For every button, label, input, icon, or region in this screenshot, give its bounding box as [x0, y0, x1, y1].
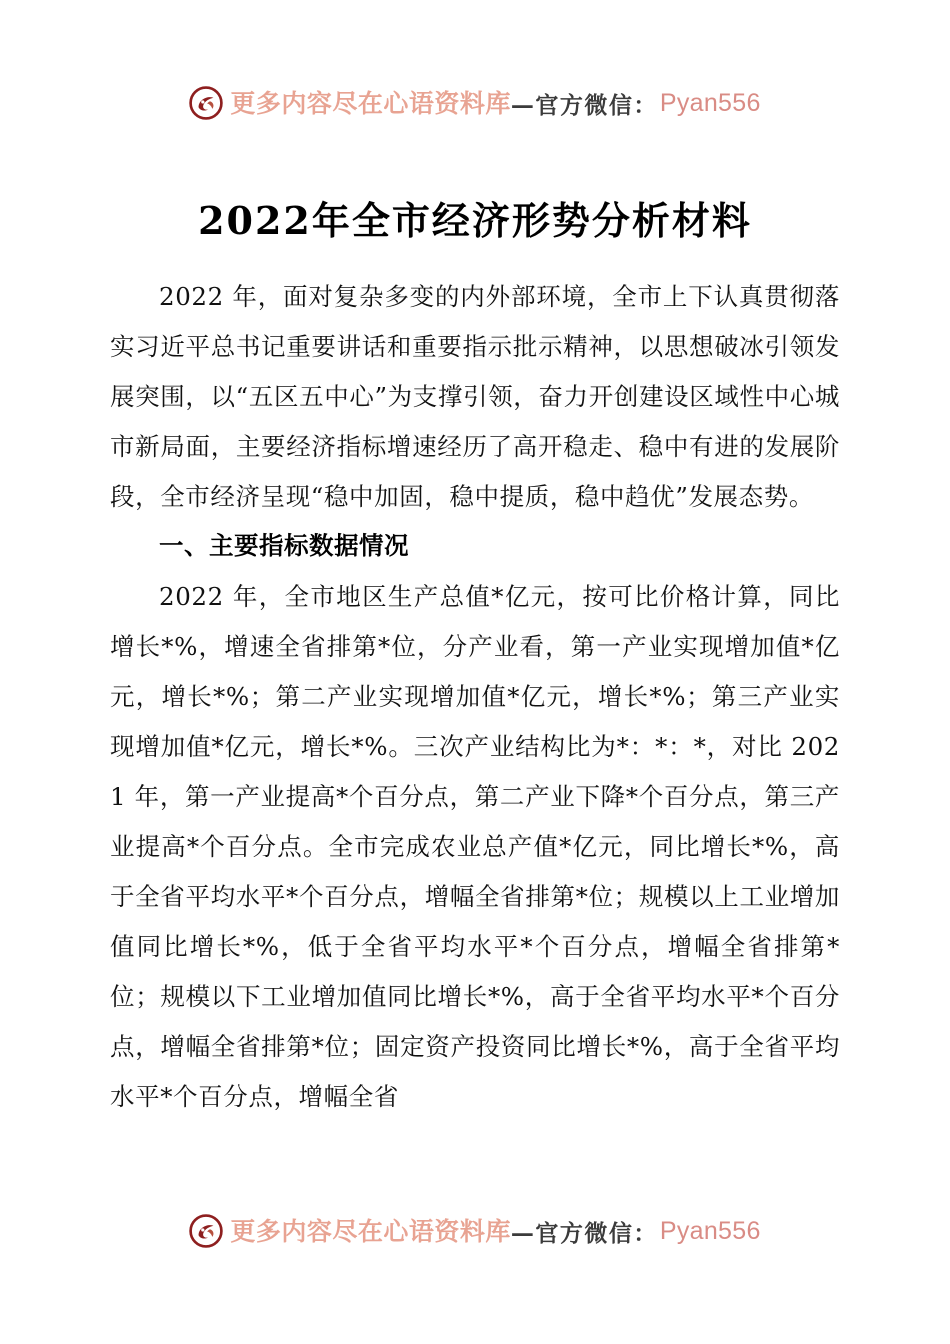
document-title: 2022年全市经济形势分析材料	[198, 198, 752, 244]
watermark-brand-text: 更多内容尽在心语资料库	[230, 1216, 511, 1246]
watermark-separator-text: —官方微信：	[510, 91, 658, 119]
circular-swirl-logo-icon	[189, 86, 223, 120]
paragraph-intro: 2022 年，面对复杂多变的内外部环境，全市上下认真贯彻落实习近平总书记重要讲话和重要指示批示精神，以思想破冰引领发展突围，以“五区五中心”为支撑引领，奋力开创建设区域性中心城市新局面，主要经济指标增速经历了高开稳走、稳中有进的发展阶段，全市经济呈现“稳中加固，稳中提质，稳中趋优”发展态势。	[110, 282, 840, 511]
watermark-separator-text: —官方微信：	[510, 1219, 658, 1247]
watermark-brand-text: 更多内容尽在心语资料库	[230, 88, 511, 118]
watermark-handle-text: Pyan556	[659, 88, 761, 117]
circular-swirl-logo-icon	[189, 1214, 223, 1248]
section-heading-1: 一、主要指标数据情况	[159, 533, 409, 560]
watermark-handle-text: Pyan556	[659, 1216, 761, 1245]
footer-watermark	[0, 1214, 950, 1248]
header-watermark	[0, 86, 950, 120]
paragraph-main-indicators: 2022 年，全市地区生产总值*亿元，按可比价格计算，同比增长*%，增速全省排第*位，分产业看，第一产业实现增加值*亿元，增长*%；第二产业实现增加值*亿元，增长*%；第三产业实现增加值*亿元，增长*%。三次产业结构比为*：*：*，对比 2021 年，第一产业提高*个百分点，第二产业下降*个百分点，第三产业提高*个百分点。全市完成农业总产值*亿元，同比增长*%，高于全省平均水平*个百分点，增幅全省排第*位；规模以上工业增加值同比增长*%，低于全省平均水平*个百分点，增幅全省排第*位；规模以下工业增加值同比增长*%，高于全省平均水平*个百分点，增幅全省排第*位；固定资产投资同比增长*%，高于全省平均水平*个百分点，增幅全省	[110, 582, 840, 1111]
document-content	[110, 272, 840, 1122]
